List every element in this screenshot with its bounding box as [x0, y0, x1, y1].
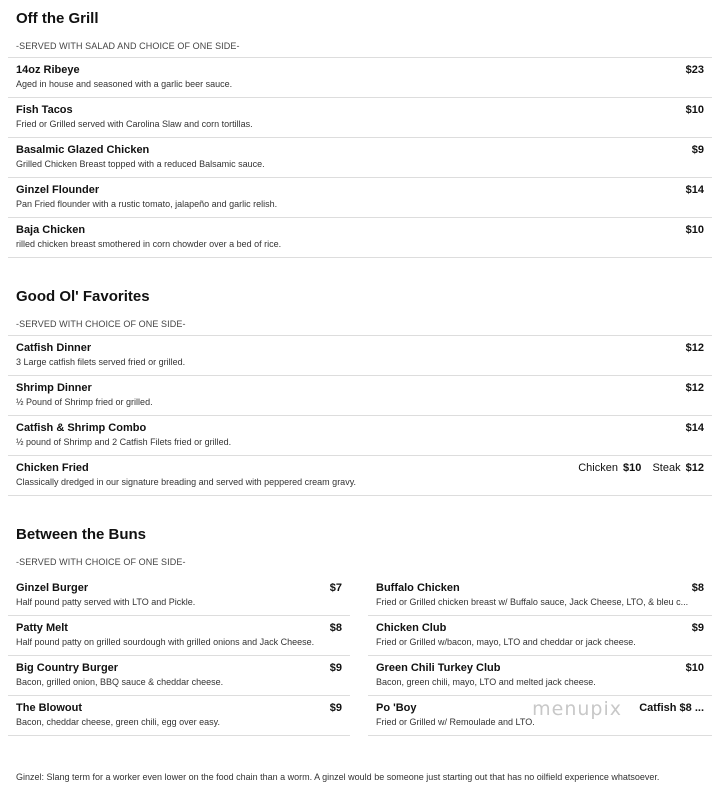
option-price: $12	[685, 462, 704, 474]
item-description: Half pound patty served with LTO and Pickle.	[16, 597, 196, 607]
item-description: Grilled Chicken Breast topped with a reduced Balsamic sauce.	[16, 159, 265, 169]
item-name: Catfish Dinner	[16, 342, 92, 354]
section-off-the-grill	[8, 8, 712, 258]
item-description: Half pound patty on grilled sourdough with grilled onions and Jack Cheese.	[16, 637, 315, 647]
section-good-ol-favorites	[8, 286, 712, 496]
buns-left-column	[8, 576, 350, 736]
option-label: Steak	[652, 462, 681, 474]
menu-item	[8, 576, 350, 616]
menu-item	[8, 178, 712, 218]
option-price: $10	[623, 462, 642, 474]
item-price: $12	[685, 382, 704, 394]
item-description: ½ Pound of Shrimp fried or grilled.	[16, 397, 153, 407]
section-between-the-buns	[8, 524, 712, 573]
item-description: Bacon, grilled onion, BBQ sauce & cheddar cheese.	[16, 677, 224, 687]
item-name: Chicken Fried	[16, 462, 89, 474]
item-name: Patty Melt	[16, 622, 68, 634]
menu-item	[8, 138, 712, 178]
item-description: Fried or Grilled w/bacon, mayo, LTO and cheddar or jack cheese.	[376, 637, 636, 647]
section-note: -SERVED WITH CHOICE OF ONE SIDE-	[8, 313, 712, 336]
menu-item	[368, 656, 712, 696]
item-price-options	[578, 462, 704, 474]
menu-item	[8, 616, 350, 656]
menu-item	[368, 576, 712, 616]
item-price: Catfish $8 ...	[639, 702, 704, 714]
item-name: Fish Tacos	[16, 104, 73, 116]
menu-item	[8, 416, 712, 456]
item-description: Pan Fried flounder with a rustic tomato, jalapeño and garlic relish.	[16, 199, 278, 209]
menu-item	[8, 376, 712, 416]
menu-item	[8, 58, 712, 98]
menu-item	[368, 616, 712, 656]
item-price: $12	[685, 342, 704, 354]
section-title: Good Ol' Favorites	[16, 288, 150, 305]
menu-item	[8, 336, 712, 376]
item-name: Shrimp Dinner	[16, 382, 92, 394]
item-price: $7	[329, 582, 342, 594]
item-description: 3 Large catfish filets served fried or grilled.	[16, 357, 186, 367]
item-name: Basalmic Glazed Chicken	[16, 144, 150, 156]
item-name: Ginzel Burger	[16, 582, 89, 594]
item-price: $14	[685, 184, 704, 196]
menu-item	[8, 656, 350, 696]
item-description: Bacon, green chili, mayo, LTO and melted jack cheese.	[376, 677, 596, 687]
option-label: Chicken	[578, 462, 618, 474]
item-description: Fried or Grilled w/ Remoulade and LTO.	[376, 717, 535, 727]
item-description: ½ pound of Shrimp and 2 Catfish Filets fried or grilled.	[16, 437, 232, 447]
item-description: rilled chicken breast smothered in corn chowder over a bed of rice.	[16, 239, 282, 249]
item-name: Buffalo Chicken	[376, 582, 460, 594]
section-title: Off the Grill	[16, 10, 99, 27]
section-title: Between the Buns	[16, 526, 147, 543]
menupix-watermark-logo: menupix	[532, 698, 622, 720]
item-price: $14	[685, 422, 704, 434]
menu-item-chicken-fried	[8, 456, 712, 496]
menu-item	[8, 218, 712, 258]
item-price: $9	[329, 702, 342, 714]
menu-item	[8, 98, 712, 138]
item-description: Classically dredged in our signature breading and served with peppered cream gravy.	[16, 477, 357, 487]
menu-item	[368, 696, 712, 736]
item-name: Green Chili Turkey Club	[376, 662, 501, 674]
item-name: Baja Chicken	[16, 224, 86, 236]
item-price: $23	[685, 64, 704, 76]
item-name: Po 'Boy	[376, 702, 417, 714]
item-price: $9	[691, 622, 704, 634]
item-name: Catfish & Shrimp Combo	[16, 422, 147, 434]
item-name: The Blowout	[16, 702, 82, 714]
buns-right-column	[368, 576, 712, 736]
item-price: $9	[691, 144, 704, 156]
item-name: Chicken Club	[376, 622, 447, 634]
item-price: $9	[329, 662, 342, 674]
item-description: Fried or Grilled served with Carolina Slaw and corn tortillas.	[16, 119, 253, 129]
item-name: Big Country Burger	[16, 662, 119, 674]
item-description: Aged in house and seasoned with a garlic beer sauce.	[16, 79, 233, 89]
section-note: -SERVED WITH SALAD AND CHOICE OF ONE SIDE-	[8, 35, 712, 58]
item-price: $10	[685, 104, 704, 116]
item-price: $8	[329, 622, 342, 634]
item-description: Bacon, cheddar cheese, green chili, egg over easy.	[16, 717, 220, 727]
footnote: Ginzel: Slang term for a worker even lower on the food chain than a worm. A ginzel would be someone just starting out that has no oilfield experience whatsoever.	[16, 772, 660, 782]
item-price: $10	[685, 224, 704, 236]
item-description: Fried or Grilled chicken breast w/ Buffalo sauce, Jack Cheese, LTO, & bleu c...	[376, 597, 689, 607]
item-price: $10	[685, 662, 704, 674]
item-name: Ginzel Flounder	[16, 184, 100, 196]
item-price: $8	[691, 582, 704, 594]
item-name: 14oz Ribeye	[16, 64, 80, 76]
menu-item	[8, 696, 350, 736]
section-note: -SERVED WITH CHOICE OF ONE SIDE-	[16, 557, 186, 567]
